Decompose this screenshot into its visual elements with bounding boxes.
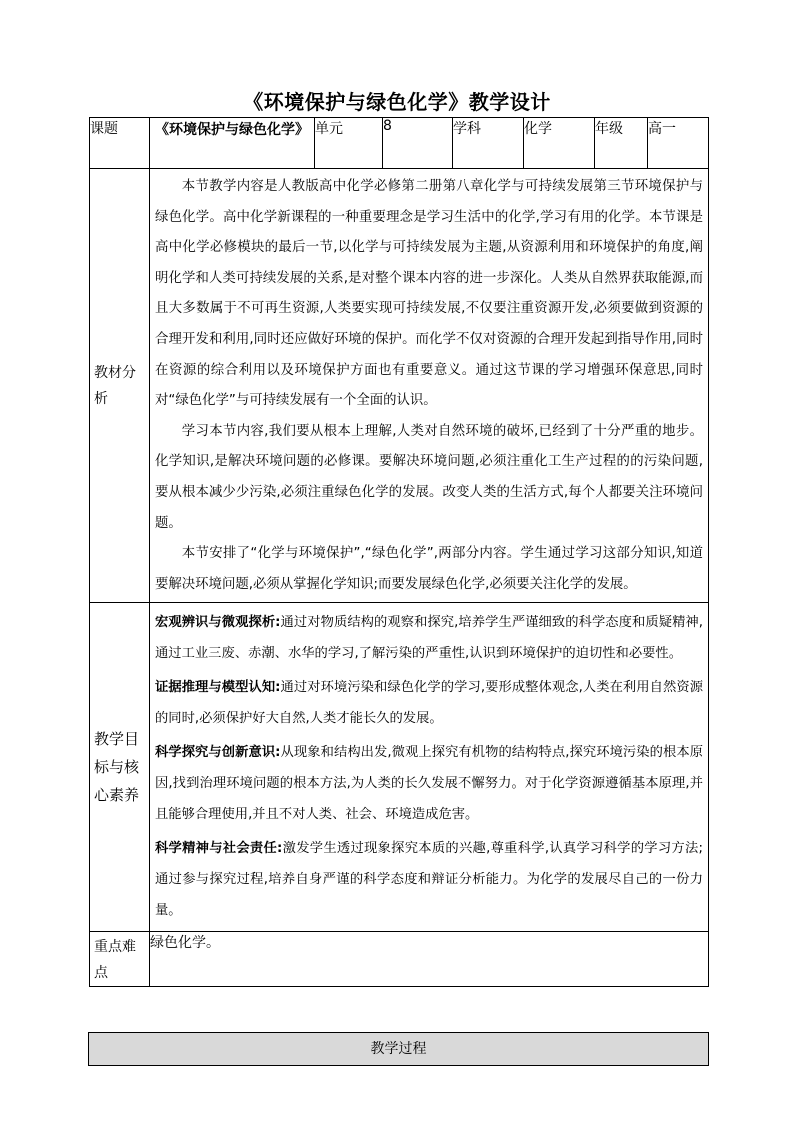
analysis-label: 教材分析: [94, 364, 136, 407]
analysis-content: [150, 169, 709, 603]
goal-item: [155, 607, 703, 669]
grade-label: 年级: [595, 118, 648, 169]
key-points-row: [90, 932, 709, 987]
topic-value: 《环境保护与绿色化学》: [150, 118, 315, 169]
header-row: [90, 118, 709, 169]
key-points-label-cell: [90, 932, 150, 987]
goal-item: [155, 737, 703, 830]
analysis-paragraph: 本节安排了“化学与环境保护”,“绿色化学”,两部分内容。学生通过学习这部分知识,知道要解决环境问题,必须从掌握化学知识;而要发展绿色化学,必须要关注化学的发展。: [155, 546, 703, 592]
unit-label: 单元: [315, 118, 383, 169]
goal-item: [155, 672, 703, 734]
goals-label: 教学目标与核心素养: [94, 730, 140, 805]
subject-value: 化学: [524, 118, 595, 169]
teaching-process-header: 教学过程: [88, 1032, 709, 1066]
unit-value: 8: [383, 118, 453, 169]
page-title: 《环境保护与绿色化学》教学设计: [243, 90, 551, 114]
goal-text: 通过对物质结构的观察和探究,培养学生严谨细致的科学态度和质疑精神,通过工业三废、赤潮、水华的学习,了解污染的严重性,认识到环境保护的迫切性和必要性。: [155, 615, 703, 662]
subject-label: 学科: [453, 118, 524, 169]
analysis-paragraph: 学习本节内容,我们要从根本上理解,人类对自然环境的破坏,已经到了十分严重的地步。化学知识,是解决环境问题的必修课。要解决环境问题,必须注重化工生产过程的的污染问题,要从根本减少少污染,必须注重绿色化学的发展。改变人类的生活方式,每个人都要关注环境问题。: [155, 423, 703, 531]
lesson-plan-table: [89, 117, 709, 987]
goal-heading: 证据推理与模型认知:: [155, 680, 281, 696]
goal-item: [155, 833, 703, 926]
goal-heading: 科学探究与创新意识:: [155, 745, 281, 761]
goal-text: 激发学生透过现象探究本质的兴趣,尊重科学,认真学习科学的学习方法;通过参与探究过程,培养自身严谨的科学态度和辩证分析能力。为化学的发展尽自己的一份力量。: [155, 841, 703, 919]
analysis-paragraph: 本节教学内容是人教版高中化学必修第二册第八章化学与可持续发展第三节环境保护与绿色化学。高中化学新课程的一种重要理念是学习生活中的化学,学习有用的化学。本节课是高中化学必修模块的最后一节,以化学与可持续发展为主题,从资源利用和环境保护的角度,阐明化学和人类可持续发展的关系,是对整个课本内容的进一步深化。人类从自然界获取能源,而且大多数属于不可再生资源,人类要实现可持续发展,不仅要注重资源开发,必须要做到资源的合理开发和利用,同时还应做好环境的保护。而化学不仅对资源的合理开发起到指导作用,同时在资源的综合利用以及环境保护方面也有重要意义。通过这节课的学习增强环保意思,同时对“绿色化学”与可持续发展有一个全面的认识。: [155, 179, 703, 409]
goals-content: [150, 603, 709, 932]
goal-text: 从现象和结构出发,微观上探究有机物的结构特点,探究环境污染的根本原因,找到治理环境问题的根本方法,为人类的长久发展不懈努力。对于化学资源遵循基本原理,并且能够合理使用,并且不对人类、社会、环境造成危害。: [155, 745, 703, 823]
key-points-value: 绿色化学。: [150, 932, 709, 987]
analysis-label-cell: [90, 169, 150, 603]
goal-heading: 科学精神与社会责任:: [155, 841, 283, 857]
goals-row: [90, 603, 709, 932]
topic-label: 课题: [90, 118, 150, 169]
key-points-label: 重点难点: [94, 939, 136, 982]
goal-heading: 宏观辨识与微观探析:: [155, 615, 281, 631]
grade-value: 高一: [648, 118, 709, 169]
goals-label-cell: [90, 603, 150, 932]
analysis-row: [90, 169, 709, 603]
goal-text: 通过对环境污染和绿色化学的学习,要形成整体观念,人类在利用自然资源的同时,必须保护好大自然,人类才能长久的发展。: [155, 680, 703, 727]
